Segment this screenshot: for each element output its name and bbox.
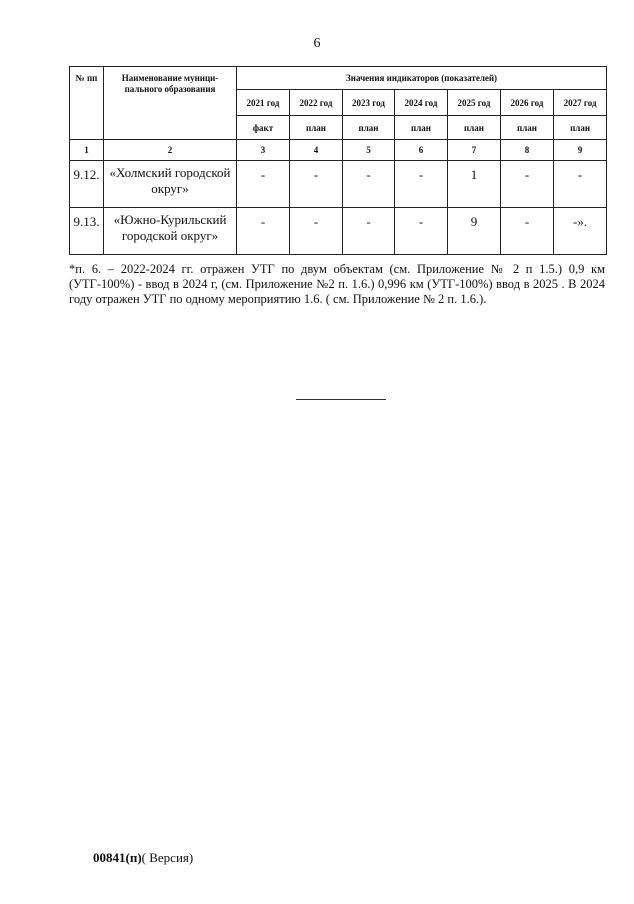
table-row	[70, 161, 607, 208]
header-year: 2026 год	[501, 90, 554, 116]
column-number: 4	[290, 140, 343, 161]
indicators-table	[69, 66, 607, 255]
page-number: 6	[313, 36, 321, 51]
column-number: 2	[104, 140, 237, 161]
header-type: план	[395, 116, 448, 140]
indicator-value: -	[395, 161, 448, 208]
header-year: 2025 год	[448, 90, 501, 116]
column-number: 3	[237, 140, 290, 161]
row-number: 9.13.	[70, 208, 104, 255]
municipality-name: «Южно-Курильский городской округ»	[104, 208, 237, 255]
header-type: факт	[237, 116, 290, 140]
column-number: 5	[343, 140, 395, 161]
header-year: 2027 год	[554, 90, 607, 116]
indicator-value: -	[290, 208, 343, 255]
column-number: 7	[448, 140, 501, 161]
indicator-value: -	[501, 161, 554, 208]
header-year: 2021 год	[237, 90, 290, 116]
header-number: № пп	[70, 67, 104, 140]
header-municipality: Наименование муници-пального образования	[104, 67, 237, 140]
header-type: план	[343, 116, 395, 140]
indicator-value: -	[501, 208, 554, 255]
row-number: 9.12.	[70, 161, 104, 208]
header-type: план	[448, 116, 501, 140]
indicator-value: 9	[448, 208, 501, 255]
indicator-value: -	[343, 208, 395, 255]
document-code	[93, 850, 193, 866]
header-type: план	[554, 116, 607, 140]
indicator-value: -	[237, 161, 290, 208]
indicator-value: -	[395, 208, 448, 255]
header-type: план	[501, 116, 554, 140]
column-number: 6	[395, 140, 448, 161]
table-row	[70, 208, 607, 255]
indicator-value: -	[290, 161, 343, 208]
indicator-value: -	[237, 208, 290, 255]
footnote: *п. 6. – 2022-2024 гг. отражен УТГ по двум объектам (см. Приложение № 2 п 1.5.) 0,9 км (УТГ-100%) - ввод в 2024 г, (см. Приложение №2 п. 1.6.) 0,996 км (УТГ-100%) ввод в 2025 . В 2024 году отражен УТГ по одному мероприятию 1.6. ( см. Приложение № 2 п. 1.6.).	[69, 262, 605, 306]
column-numbers-row	[70, 140, 607, 161]
header-type: план	[290, 116, 343, 140]
column-number: 8	[501, 140, 554, 161]
document-code-number: 00841(п)	[93, 850, 142, 865]
header-year: 2022 год	[290, 90, 343, 116]
document-code-suffix: ( Версия)	[141, 850, 194, 865]
municipality-name: «Холмский городской округ»	[104, 161, 237, 208]
header-indicator-values: Значения индикаторов (показателей)	[237, 67, 607, 90]
column-number: 1	[70, 140, 104, 161]
column-number: 9	[554, 140, 607, 161]
end-divider	[296, 399, 386, 400]
indicator-value: -	[554, 161, 607, 208]
indicator-value: -	[343, 161, 395, 208]
header-year: 2024 год	[395, 90, 448, 116]
header-year: 2023 год	[343, 90, 395, 116]
indicator-value: 1	[448, 161, 501, 208]
indicator-value: -».	[554, 208, 607, 255]
